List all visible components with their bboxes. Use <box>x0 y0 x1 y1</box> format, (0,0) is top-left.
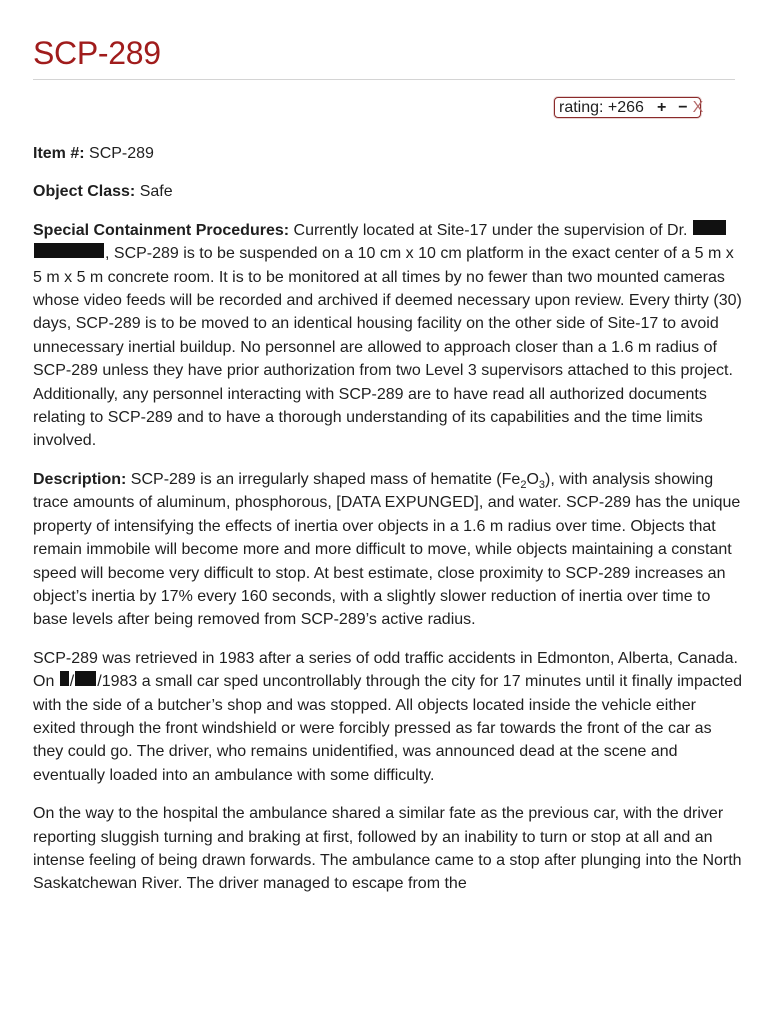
formula-subscript: 2 <box>520 478 527 491</box>
redacted-block <box>34 243 104 258</box>
description-paragraph <box>33 468 743 632</box>
rating-module <box>554 97 704 118</box>
item-number-line <box>33 142 743 165</box>
redacted-block <box>60 671 69 686</box>
redacted-block <box>75 671 96 686</box>
object-class-value: Safe <box>139 183 173 201</box>
object-class-label: Object Class: <box>33 183 136 201</box>
ambulance-paragraph: On the way to the hospital the ambulance shared a similar fate as the previous car, with the driver reporting sluggish turning and braking at first, followed by an inability to turn or stop at all and an intense feeling of being drawn forwards. The ambulance came to a stop after plunging into the North Saskatchewan River. The driver managed to escape from the <box>33 805 742 893</box>
description-text-start: SCP-289 is an irregularly shaped mass of hematite (Fe <box>130 470 521 488</box>
rate-down-button[interactable]: − <box>678 98 688 116</box>
cancel-vote-button[interactable]: X <box>692 98 704 116</box>
containment-label: Special Containment Procedures: <box>33 221 290 239</box>
formula-element: O <box>526 470 539 488</box>
retrieval-paragraph <box>33 647 743 787</box>
article-content <box>33 142 743 911</box>
containment-text-start: Currently located at Site-17 under the supervision of Dr. <box>293 221 688 239</box>
date-slash: / <box>69 673 75 691</box>
description-label: Description: <box>33 470 127 488</box>
item-number-value: SCP-289 <box>89 145 154 162</box>
title-divider <box>33 79 735 80</box>
object-class-line <box>33 180 743 203</box>
rating-value: rating: +266 <box>559 98 644 116</box>
retrieval-text-rest: /1983 a small car sped uncontrollably through the city for 17 minutes until it finally impacted with the side of a butcher’s shop and was stopped. All objects located inside the vehicle either exited through the front windshield or were forcibly pressed as far towards the front of the car as they could go. The driver, who remains unidentified, was announced dead at the scene and eventually loaded into an ambulance with some difficulty. <box>33 673 743 784</box>
redacted-block <box>693 220 726 235</box>
retrieval-text-start: SCP-289 was retrieved in 1983 after a series of odd traffic accidents in Edmonton, Alberta, Canada. On <box>33 649 738 691</box>
page-title: SCP-289 <box>33 35 161 71</box>
rate-up-button[interactable]: + <box>656 98 667 116</box>
formula-subscript: 3 <box>538 478 546 491</box>
containment-procedures <box>33 219 743 453</box>
description-text-rest: ), with analysis showing trace amounts of aluminum, phosphorous, [DATA EXPUNGED], and water. SCP-289 has the unique property of intensifying the effects of inertia over objects in a 1.6 m radius over time. Objects that remain immobile will become more and more difficult to move, while objects maintaining a constant speed will become very difficult to stop. At best estimate, close proximity to SCP-289 increases an object’s inertia by 17% every 160 seconds, with a slightly slower reduction of inertia over time to base levels after being removed from SCP-289’s active radius. <box>33 470 741 629</box>
containment-text-rest: , SCP-289 is to be suspended on a 10 cm x 10 cm platform in the exact center of a 5 m x 5 m x 5 m concrete room. It is to be monitored at all times by no fewer than two mounted cameras whose video feeds will be recorded and archived if deemed necessary upon review. Every thirty (30) days, SCP-289 is to be moved to an identical housing facility on the other side of Site-17 to avoid unnecessary inertial buildup. No personnel are allowed to approach closer than a 1.6 m radius of SCP-289 unless they have prior authorization from two Level 3 supervisors attached to this project. Additionally, any personnel interacting with SCP-289 are to have read all authorized documents relating to SCP-289 and to have a thorough understanding of its capabilities and the time limits involved. <box>33 245 742 450</box>
item-number-label: Item #: <box>33 145 85 162</box>
